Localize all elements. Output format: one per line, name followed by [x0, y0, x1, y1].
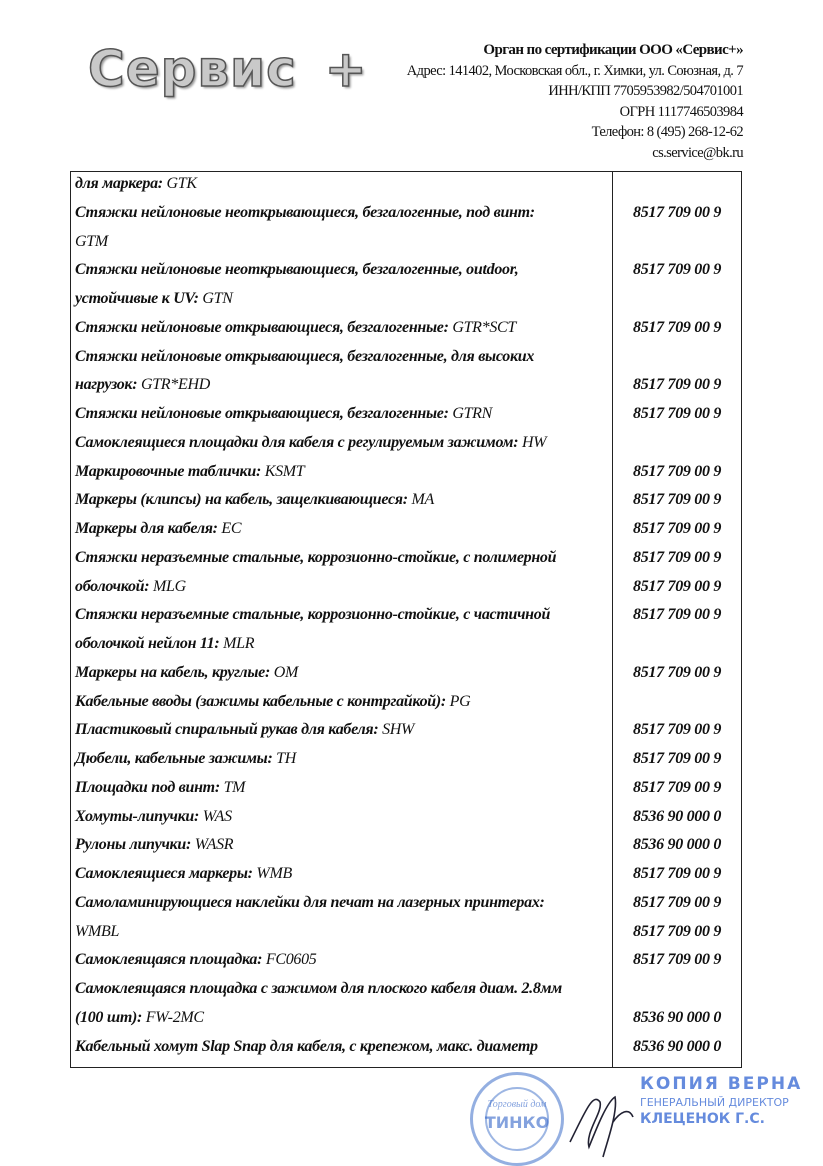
item-description: Стяжки неразъемные стальные, коррозионно-стойкие, с полимерной — [75, 548, 557, 566]
table-line — [75, 376, 735, 404]
tnved-code: 8517 709 00 9 — [633, 750, 722, 767]
item-description: Хомуты-липучки: — [75, 807, 203, 825]
company-logo — [88, 40, 368, 98]
tnved-code: 8517 709 00 9 — [633, 893, 722, 911]
item-description: Самоклеящаяся площадка с зажимом для плоского кабеля диам. 2.8мм — [75, 980, 562, 997]
item-text — [75, 204, 535, 222]
item-text — [75, 175, 197, 193]
table-line — [75, 606, 735, 634]
signature — [565, 1072, 637, 1160]
item-description: Кабельные вводы (зажимы кабельные с контргайкой): — [75, 692, 450, 710]
item-code: EC — [221, 520, 242, 537]
item-text — [75, 491, 434, 509]
item-code: OM — [273, 663, 298, 681]
item-description: Стяжки нейлоновые открывающиеся, безгалогенные: — [75, 318, 453, 336]
table-line — [75, 865, 735, 893]
item-description: Маркеры (клипсы) на кабель, защелкивающиеся: — [75, 491, 412, 509]
tnved-code: 8536 90 000 0 — [633, 807, 722, 825]
item-text — [75, 951, 317, 969]
tnved-code: 8517 709 00 9 — [633, 721, 722, 739]
item-description: Самоклеящиеся площадки для кабеля с регулируемым зажимом: — [75, 433, 522, 451]
item-code: GTK — [166, 175, 197, 192]
tnved-code: 8536 90 000 0 — [633, 836, 722, 854]
item-code: FC0605 — [265, 951, 317, 969]
table-line — [75, 779, 735, 807]
phone: Телефон: 8 (495) 268-12-62 — [591, 124, 743, 140]
item-code: PG — [449, 692, 471, 710]
item-text — [75, 664, 298, 682]
tnved-code: 8517 709 00 9 — [633, 376, 722, 394]
tnved-code: 8517 709 00 9 — [633, 922, 722, 940]
table-line — [75, 894, 735, 922]
item-description: Стяжки нейлоновые открывающиеся, безгалогенные: — [75, 405, 453, 422]
item-description: Пластиковый спиральный рукав для кабеля: — [75, 721, 383, 739]
item-code: TH — [276, 750, 297, 767]
item-text — [75, 693, 470, 711]
inn: ИНН/КПП 7705953982/504701001 — [548, 83, 743, 99]
item-text — [75, 1009, 204, 1027]
certification-stamp — [640, 1074, 802, 1127]
table-line — [75, 549, 735, 577]
item-description: Площадки под винт: — [75, 778, 224, 796]
item-code: FW-2MC — [145, 1008, 204, 1026]
item-text — [75, 635, 254, 653]
item-text — [75, 721, 414, 739]
table-line — [75, 951, 735, 979]
logo-text: Сервис — [88, 40, 297, 98]
item-text — [75, 549, 556, 567]
table-line — [75, 261, 735, 289]
item-code: GTR*EHD — [140, 376, 210, 394]
table-line — [75, 319, 735, 347]
tnved-code: 8517 709 00 9 — [633, 577, 722, 595]
table-line — [75, 836, 735, 864]
item-code: WMB — [256, 865, 292, 882]
item-description: Маркеры для кабеля: — [75, 520, 222, 537]
table-line — [75, 635, 735, 663]
item-text — [75, 405, 492, 423]
product-table — [70, 171, 742, 1068]
item-text — [75, 290, 233, 308]
item-code: KSMT — [264, 462, 305, 480]
item-description: Самоклеящаяся площадка: — [75, 951, 266, 969]
table-line — [75, 348, 735, 376]
item-description: Дюбели, кабельные зажимы: — [75, 750, 277, 767]
table-line — [75, 664, 735, 692]
item-text — [75, 319, 516, 337]
letterhead — [407, 40, 743, 163]
item-description: оболочкой: — [75, 577, 153, 595]
item-text — [75, 606, 550, 624]
logo-plus: + — [324, 40, 368, 98]
item-code: WMBL — [75, 922, 120, 940]
tnved-code: 8517 709 00 9 — [633, 865, 722, 882]
email: cs.service@bk.ru — [652, 144, 743, 161]
table-line — [75, 578, 735, 606]
certify-text: КОПИЯ ВЕРНА — [640, 1074, 803, 1094]
item-text — [75, 1038, 538, 1056]
item-text — [75, 750, 296, 768]
tnved-code: 8517 709 00 9 — [633, 663, 722, 681]
table-line — [75, 750, 735, 778]
item-text — [75, 865, 292, 883]
item-code: WAS — [202, 807, 232, 825]
item-code: MA — [411, 491, 434, 509]
item-text — [75, 376, 210, 394]
tnved-code: 8517 709 00 9 — [633, 318, 722, 336]
table-line — [75, 980, 735, 1008]
item-text — [75, 836, 233, 854]
item-description: Стяжки нейлоновые неоткрывающиеся, безгалогенные, под винт: — [75, 203, 535, 221]
table-line — [75, 923, 735, 951]
ogrn: ОГРН 1117746503984 — [619, 103, 743, 120]
tnved-code: 8536 90 000 0 — [633, 1008, 722, 1026]
item-text — [75, 348, 534, 366]
item-code: GTR*SCT — [452, 318, 517, 336]
table-line — [75, 405, 735, 433]
item-text — [75, 233, 108, 251]
item-description: Маркеры на кабель, круглые: — [75, 663, 274, 681]
table-line — [75, 491, 735, 519]
table-line — [75, 175, 735, 203]
tnved-code: 8517 709 00 9 — [633, 606, 722, 624]
seal-sub: Торговый дом — [487, 1099, 547, 1110]
director-title: ГЕНЕРАЛЬНЫЙ ДИРЕКТОР — [640, 1096, 789, 1109]
item-text — [75, 923, 119, 941]
tnved-code: 8517 709 00 9 — [633, 951, 722, 969]
item-text — [75, 434, 546, 452]
item-description: Кабельный хомут Slap Snap для кабеля, с крепежом, макс. диаметр — [75, 1037, 538, 1055]
item-code: GTRN — [452, 405, 493, 422]
item-description: (100 шт): — [75, 1008, 146, 1026]
org-name: Орган по сертификации ООО «Сервис+» — [483, 42, 743, 58]
tnved-code: 8536 90 000 0 — [633, 1037, 722, 1055]
item-description: Стяжки нейлоновые неоткрывающиеся, безгалогенные, outdoor, — [75, 261, 519, 279]
item-code: SHW — [382, 721, 415, 739]
tnved-code: 8517 709 00 9 — [633, 462, 722, 480]
item-description: нагрузок: — [75, 376, 141, 394]
table-line — [75, 808, 735, 836]
table-line — [75, 204, 735, 232]
item-description: оболочкой нейлон 11: — [75, 635, 224, 652]
table-line — [75, 290, 735, 318]
item-text — [75, 980, 562, 998]
table-line — [75, 520, 735, 548]
item-code: WASR — [194, 836, 234, 854]
tnved-code: 8517 709 00 9 — [633, 261, 722, 279]
company-seal — [470, 1072, 564, 1166]
item-text — [75, 779, 245, 797]
item-code: GTM — [75, 232, 108, 250]
table-line — [75, 233, 735, 261]
item-description: Рулоны липучки: — [75, 836, 195, 854]
item-description: Самоклеящиеся маркеры: — [75, 865, 257, 882]
tnved-code: 8517 709 00 9 — [633, 548, 722, 566]
table-line — [75, 1009, 735, 1037]
item-text — [75, 463, 304, 481]
item-code: TM — [223, 778, 246, 796]
item-description: Стяжки нейлоновые открывающиеся, безгалогенные, для высоких — [75, 347, 535, 365]
tnved-code: 8517 709 00 9 — [633, 520, 722, 537]
seal-brand: ТИНКО — [484, 1113, 550, 1132]
item-code: HW — [521, 433, 547, 451]
item-description: Маркировочные таблички: — [75, 462, 265, 480]
tnved-code: 8517 709 00 9 — [633, 778, 722, 796]
table-line — [75, 693, 735, 721]
director-name: КЛЕЦЕНОК Г.С. — [640, 1111, 765, 1127]
item-text — [75, 894, 545, 912]
tnved-code: 8517 709 00 9 — [633, 491, 722, 509]
tnved-code: 8517 709 00 9 — [633, 203, 722, 221]
item-code: MLG — [153, 577, 186, 595]
table-line — [75, 463, 735, 491]
table-line — [75, 721, 735, 749]
item-text — [75, 261, 518, 279]
table-line — [75, 1038, 735, 1066]
item-description: Самоламинирующиеся наклейки для печат на лазерных принтерах: — [75, 893, 545, 911]
item-description: устойчивые к UV: — [75, 290, 203, 307]
address: Адрес: 141402, Московская обл., г. Химки, ул. Союзная, д. 7 — [406, 62, 743, 79]
item-code: MLR — [223, 635, 255, 652]
item-code: GTN — [202, 290, 233, 307]
item-text — [75, 520, 241, 538]
tnved-code: 8517 709 00 9 — [633, 405, 722, 422]
item-description: Стяжки неразъемные стальные, коррозионно-стойкие, с частичной — [75, 606, 551, 624]
item-text — [75, 578, 186, 596]
table-line — [75, 434, 735, 462]
item-text — [75, 808, 232, 826]
item-description: для маркера: — [75, 175, 167, 192]
